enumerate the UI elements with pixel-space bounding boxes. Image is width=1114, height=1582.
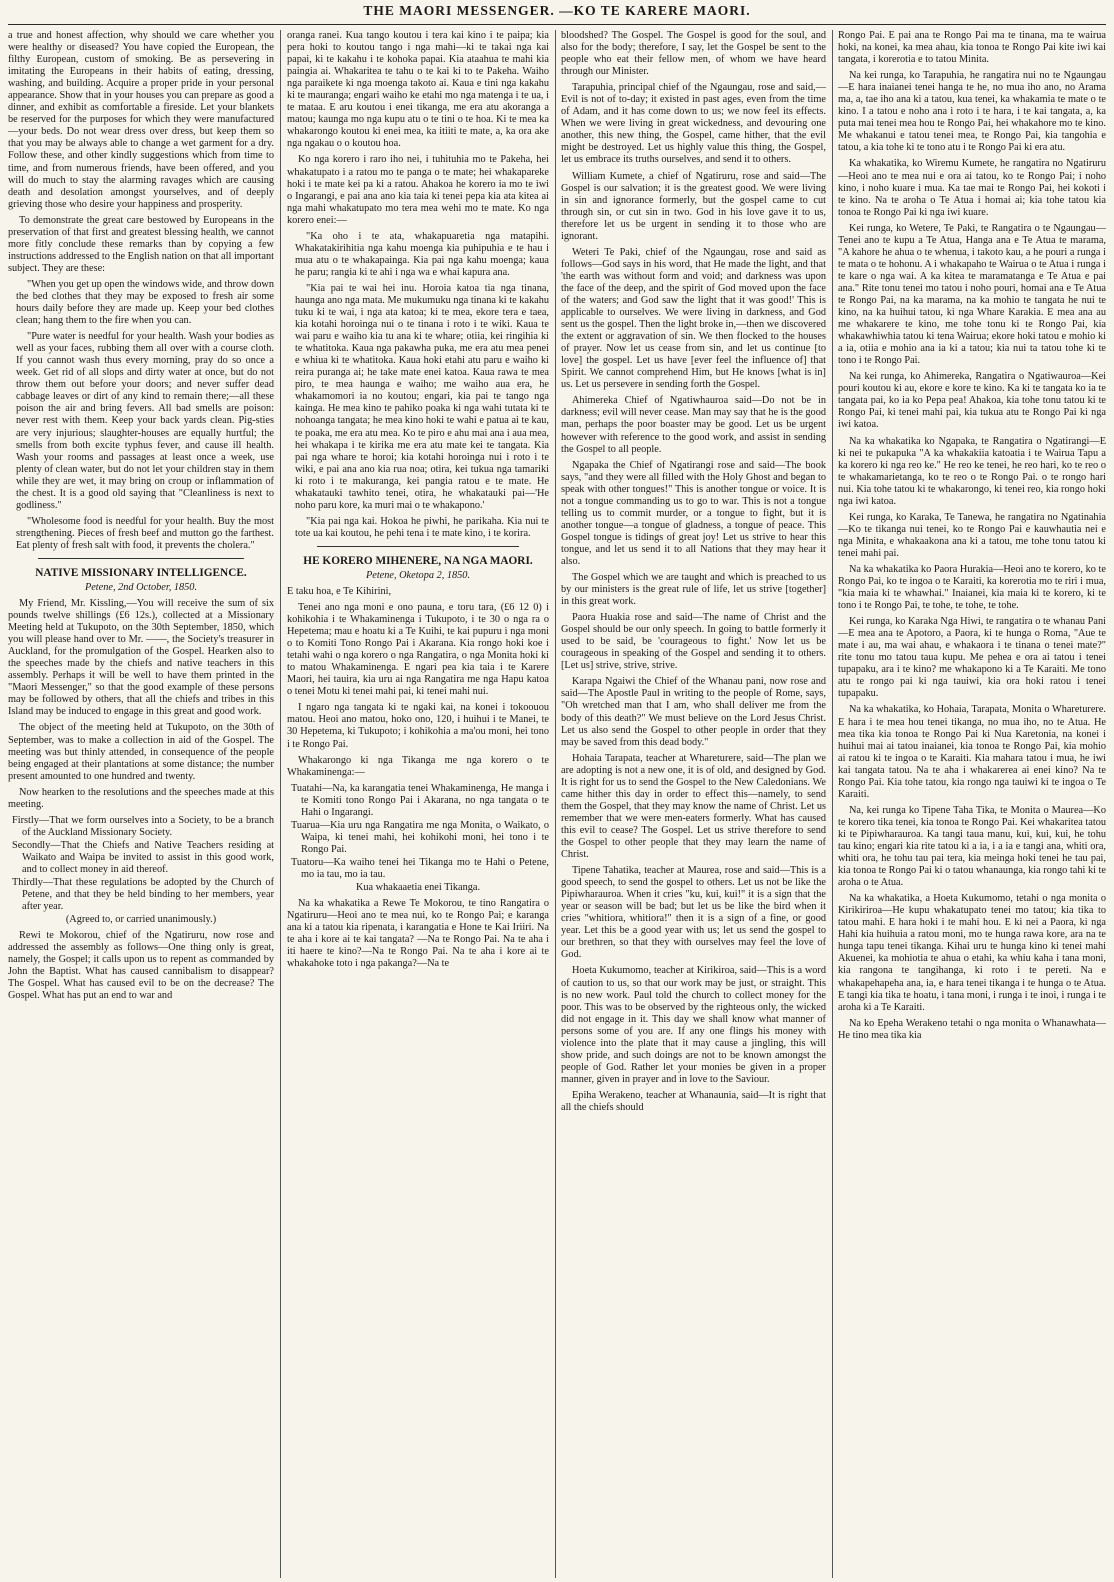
- paragraph: Na ka whakatika a Rewe Te Mokorou, te tino Rangatira o Ngatiruru—Heoi ano te mea nui, ko te Rongo Pai; e karanga ana ki a tatou kia ripenata, i karangatia e Hone te Kai Iriiri. Na te aha i kore ai te kai tangata? —Na te Rongo Pai. Na te aha i iti haere te kino?—Na te Rongo Pai. Na te aha i kore ai te whakahoke toto i nga pakanga?—Na te: [287, 898, 549, 970]
- masthead: THE MAORI MESSENGER. —KO TE KARERE MAORI.: [363, 3, 751, 18]
- paragraph: Ahimereka Chief of Ngatiwhauroa said—Do not be in darkness; evil will never cease. Man may say that he is the good man, perhaps the poor boaster may be good. Let us be urgent however with reference to the good work, and assist in sending the Gospel to all people.: [561, 395, 826, 455]
- paragraph: Tarapuhia, principal chief of the Ngaungau, rose and said,—Evil is not of to-day; it existed in past ages, even from the time of Adam, and it has come down to us; we now feel its effects. When we were living in great wickedness, and devouring one another, this new thing, the Gospel, came hither, that the evil might be destroyed. Let us highly value this thing, the Gospel, let us embrace its truths ourselves, and send it to others.: [561, 82, 826, 166]
- paragraph: "Kia pai te wai hei inu. Horoia katoa tia nga tinana, haunga ano nga mata. Me mukumuku nga tinana ki te kakahu tuku ki te wai, i nga ata katoa; ki te mea, ekore tera e taea, kia kotahi horoinga nui o te tinana i roto i te wiki. Kaua te wai paru e waiho kia tu ana ki te whare; otiia, kei ringihia ki te whatitoka. Kaua nga pakawha puka, me era atu mea penei e whiua ki te whatitoka. Kaua hoki etahi atu paru e waiho ki reira puranga ai; he take mate enei katoa. Kaua rawa te mea piro, te mea haunga e waiho; me waiho aua era, he whakamomori ia no koutou; engari, kia pai te tango nga kainga. He mea kino te pahiko poaka ki nga wahi tutata ki te nohoanga tangata; he mea kino hoki te wahi e patua ai te kau, te poaka, me era atu mea. Ko te piro e ahu mai ana i aua mea, hei whakapa i te kirika me era atu mate kei te tangata. Kia pai nga whare te horoi; kia kotahi horoinga nui i roto i te wiki, e pai ana ano kia rua noa; otira, kei tukua nga tamariki ki roto i te makuranga, kei pangia ratou e te mate. He whakatauki tawhito tenei, otira, he whakatauki pai—'He noho paru kore, ka muri mai o te whakapono.': [295, 282, 549, 511]
- paragraph: Hohaia Tarapata, teacher at Whareturere, said—The plan we are adopting is not a new one, it is of old, and designed by God. It is right for us to send the Gospel to the New Caledonians. We came hither this day in order to effect this—namely, to send them the Gospel, that they may know the name of Christ. Let us remember that we were men-eaters formerly. What has caused this evil to cease? The Gospel. Let us strive therefore to send the Gospel to other people that they may learn the name of Christ.: [561, 752, 826, 861]
- paragraph: "Ka oho i te ata, whakapuaretia nga matapihi. Whakatakirihitia nga kahu moenga kia puhipuhia e te hau i mua atu o te whakapainga. Kia pai nga kahu moenga; kaua he paru; rangia ki te ahi i nga wa e whai kapura ana.: [295, 230, 549, 278]
- column-3-english: [561, 30, 826, 1578]
- section-rule: [317, 546, 519, 547]
- paragraph: Kei runga, ko Wetere, Te Paki, te Rangatira o te Ngaungau—Tenei ano te kupu a Te Atua, Hanga ana e Te Atua te marama, "A kahore he ahua o te whenua, i takoto kau, a he pouri a runga i te mata o te hohonu. A i whakapaho te Wairua o te Atua i runga i te kare o nga wai. A ka kitea te maramatanga e Te Atua e pai ana." Rite tonu tenei mo tatou i noho pouri, homai ana e Te Atua te Rongo Pai, na ka marama, na ka mohio te tangata he nui te kino, na ka huihui tatou, ki nga Whare Karakia. E mea ana au me whakarere te kino, me tohe tonu ki te Rongo Pai, kia whakawhiwhia tatou ki tena Wairua; ekore hoki tatou e mohio ki a ia, otiia e mohio ana ia ki a tatou; kia nui ta tatou tohe ki te tono i te Rongo Pai.: [838, 222, 1106, 367]
- section-heading: NATIVE MISSIONARY INTELLIGENCE.: [35, 566, 247, 579]
- salutation: E taku hoa, e Te Kihirini,: [287, 585, 392, 597]
- paragraph: My Friend, Mr. Kissling,—You will receive the sum of six pounds twelve shillings (£6 12s.), collected at a Missionary Meeting held at Tukupoto, on the 30th September, 1850, which you will please hand over to Mr. ——, the Society's treasurer in Auckland, for the promulgation of the Gospel. Hearken also to the speeches made by the chiefs and native teachers in this assembly. Perhaps it will be well to have them printed in the "Maori Messenger," so that the good example of these persons may be followed by others, that all the chiefs and tribes in this Island may be induced to engage in this great and good work.: [8, 598, 274, 718]
- agreed-note: (Agreed to, or carried unanimously.): [65, 914, 217, 926]
- paragraph: Na ka whakatika, a Hoeta Kukumomo, tetahi o nga monita o Kirikiriroa—He kupu whakatupato tenei mo tatou; kia tika to tatou mahi. E hara hoki i te mahi hou. E ki nei a Paora, ki nga Hahi kia huihuia a ratou moni, mo te hunga rawa kore, ara na te hunga tapu tenei tikanga. Kihai uru te hunga kino ki tenei mahi Akuenei, ka mohiotia te ahua o etahi, ka whiu kaha i tana moni, kia rangona te tangihanga, ki roto i te pereti. Na e whakapehapeha ana, ia, e hara tenei tikanga i te hunga o te Atua. E tangi kia tika te hoatu, i tana moni, i runga i te inoi, i runga i te aroha ki a Te Karaiti.: [838, 893, 1106, 1013]
- column-divider: [280, 30, 281, 1578]
- masthead-rule: [8, 24, 1106, 25]
- paragraph: William Kumete, a chief of Ngatiruru, rose and said—The Gospel is our salvation; it is the greatest good. We were living in sin and ignorance formerly, but the gospel came to cut through sin, or cut sin in two. God in his love gave it to us, therefore let us be urgent in sending it to those who are ignorant.: [561, 170, 826, 242]
- column-1-english: [8, 30, 274, 1578]
- resolution-item: Tuatoru—Ka waiho tenei hei Tikanga mo te Hahi o Petene, mo ia tau, mo ia tau.: [291, 856, 549, 880]
- agreed-note: Kua whakaaetia enei Tikanga.: [355, 882, 481, 894]
- paragraph: Weteri Te Paki, chief of the Ngaungau, rose and said as follows—God says in his word, that He made the light, and that 'the earth was without form and void; and darkness was upon the face of the deep, and the spirit of God moved upon the face of the waters; and God saw the light that it was good!' This is applicable to ourselves. We were living in darkness, and God sent us the gospel. Then the light broke in,—then we discovered the extent or aggravation of sin. We then flocked to the houses of prayer. Now let us cease from sin, and let us continue [to love] the gospel. Let us have [ever feel the influence of] that Spirit. We cannot comprehend Him, but He knows [what is in] us. Let us persevere in sending forth the Gospel.: [561, 246, 826, 391]
- paragraph: Kei runga, ko Karaka, Te Tanewa, he rangatira no Ngatinahia—Ko te tikanga nui tenei, ko te Rongo Pai e kauwhautia nei e nga Minita, e whakaakona ana ki a tatou, me tohe tonu tatou ki tenei mahi pai.: [838, 511, 1106, 559]
- paragraph: "Wholesome food is needful for your health. Buy the most strengthening. Pieces of fresh beef and mutton go the farthest. Eat plenty of fresh salt with food, it prevents the cholera.": [16, 515, 274, 551]
- paragraph: Kei runga, ko Karaka Nga Hiwi, te rangatira o te whanau Pani—E mea ana te Apotoro, a Paora, ki te hunga o Roma, "Aue te mate i au, ma wai ahau, e whakaora i te tinana o tenei mate?" rite tonu mo tatou taua kupu. Me pehea e ora ai tatou i tenei tupapaku, ara i te kino? me whakapono ki a Te Karaiti. Me tono atu te rongo pai ki nga tauiwi, kia ora hoki ratou i tenei tupapaku.: [838, 616, 1106, 700]
- paragraph: The object of the meeting held at Tukupoto, on the 30th of September, was to make a collection in aid of the Gospel. The meeting was but thinly attended, in consequence of the people being engaged at their plantations at some distance; the number present amounted to one hundred and twenty.: [8, 722, 274, 782]
- column-divider: [832, 30, 833, 1578]
- column-2-maori: [287, 30, 549, 1578]
- paragraph: Ka whakatika, ko Wiremu Kumete, he rangatira no Ngatiruru—Heoi ano te mea nui e ora ai tatou, ko te Rongo Pai; i noho kino, i noho kuare i mua. Ka tae mai te Rongo Pai, hei kokoti i te kino. Na te aroha o Te Atua i homai ai; kia tohe tatou kia tonoa te Rongo Pai ki nga iwi kuare.: [838, 158, 1106, 218]
- paragraph: Na kei runga, ko Ahimereka, Rangatira o Ngatiwauroa—Kei pouri koutou ki au, ekore e kore te kino. Ka ki te tangata ko ia te tangata pai, ko ia ko Pepa pea! Ahakoa, kia tohe tonu tatou ki te Rongo Pai, ki tenei mahi pai, kia tukua atu te Rongo Pai ki nga iwi katoa.: [838, 371, 1106, 431]
- paragraph: The Gospel which we are taught and which is preached to us by our ministers is the great rule of life, let us strive [together] in this great work.: [561, 572, 826, 608]
- paragraph: Na ka whakatika ko Ngapaka, te Rangatira o Ngatirangi—E ki nei te pukapuka "A ka whakakiia katoatia i te Wairua Tapu a ka korero ki nga reo ke." He reo ke tenei, he reo hari, ko te reo o te whakamarietanga, ko te reo o te Rongo Pai. o te rongo hari nui. Kia tohe tatou ki te whakarongo, ki tenei reo, kia rongo hoki nga iwi katoa.: [838, 435, 1106, 507]
- resolution-item: Secondly—That the Chiefs and Native Teachers residing at Waikato and Waipa be invited to assist in this good work, and to collect money in aid thereof.: [12, 839, 274, 875]
- paragraph: Tipene Tahatika, teacher at Maurea, rose and said—This is a good speech, to send the gospel to others. Let us not be like the Pipiwharauroa. When it cries "ku, kui, kui!" it is a sign that the year or season will be bad; but let us be like the bird when it cries "whitiora, whitiora!" then it is a sign of a fine, or good year. Let this be a good year with us; let us send the gospel to our brethren, so that they with ourselves may feel the love of God.: [561, 865, 826, 961]
- paragraph: I ngaro nga tangata ki te ngaki kai, na konei i tokoouou matou. Heoi ano matou, hoko ono, 120, i huihui i te Manei, te 30 Hepetema, ki Tukupoto; i kohikohia a ma'ou moni, hei tono i te Rongo Pai.: [287, 702, 549, 750]
- column-4-maori: [838, 30, 1106, 1578]
- paragraph: "When you get up open the windows wide, and throw down the bed clothes that they may be exposed to fresh air some hours daily before they are made up. Keep your bed clothes clean; hang them to the fire when you can.: [16, 278, 274, 327]
- paragraph: Hoeta Kukumomo, teacher at Kirikiroa, said—This is a word of caution to us, so that our work may be just, or straight. This is no new work. Paul told the church to collect money for the poor. This was to be observed by the righteous only, the wicked did not engage in it. This day we shall know what manner of persons some of you are. If any one flings his money with violence into the plate that it may cause a jingling, this will show pride, and such doings are not to be known amongst the people of God. Rather let your monies be given in a proper manner, given in prayer and in love to the Saviour.: [561, 965, 826, 1085]
- resolution-item: Thirdly—That these regulations be adopted by the Church of Petene, and that they be held binding to her members, year after year.: [12, 877, 274, 913]
- paragraph: Na ka whakatika, ko Hohaia, Tarapata, Monita o Whareturere. E hara i te mea hou tenei tikanga, no mua iho, no te Atua. He mea tika kia tonoa te Rongo Pai ki Nua Karetonia, na konei i huihui mai ai tatou inaianei, kia tonoa te Rongo Pai, kia mohio ai ratou ki te ingoa o te Karaiti. Kia mahara tatou i mua, he iwi kai tangata tatou. Na te aha i whakarerea ai enei kino? Na te Rongo Pai. Kia tohe tatou, kia rongo nga tauiwi ki te ingoa o Te Karaiti.: [838, 704, 1106, 800]
- resolution-item: Firstly—That we form ourselves into a Society, to be a branch of the Auckland Missionary Society.: [12, 814, 274, 838]
- section-heading: HE KORERO MIHENERE, NA NGA MAORI.: [303, 554, 533, 567]
- paragraph: Now hearken to the resolutions and the speeches made at this meeting.: [8, 786, 274, 810]
- paragraph: bloodshed? The Gospel. The Gospel is good for the soul, and also for the body; therefore, I say, let the Gospel be sent to the people who eat their fellow men, of whom we have heard through our Minister.: [561, 30, 826, 78]
- paragraph: oranga ranei. Kua tango koutou i tera kai kino i te paipa; kia pera hoki to koutou tango i nga mahi—ki te takai nga kai papai, ki te kakahu i te kohoka papai. Kia ataahua te mahi kia paingia ai. Whakaritea te tahu o te kai ki to te Pakeha. Waiho nga paraikete ki nga moenga takoto ai. Kaua e tini nga kakahu ki te mauranga; engari waiho ke etahi mo nga matenga i te ua, i te mataa. E aru koutou i enei tikanga, me era atu akoranga a matou; kaunga mo nga kupu atu o te tini o te hoa. Ki te mea ka whakarongo koutou ki enei mea, ka itiiti te mate, a, ka ora ake nga ngakau o o koutou hoa.: [287, 30, 549, 150]
- paragraph: Na ko Epeha Werakeno tetahi o nga monita o Whanawhata—He tino mea tika kia: [838, 1017, 1106, 1041]
- paragraph: Ngapaka the Chief of Ngatirangi rose and said—The book says, "and they were all filled with the Holy Ghost and began to speak with other tongues!" This is another tongue or voice. It is not a tongue commanding us to go to war. This is not a tongue telling us to commit murder, or a tongue to fight, but it is another tongue—a tongue of gladness, a tongue of peace. This Gospel tongue is tidings of great joy! Let us strive to hear this tongue, and let us send it to all Nations that they may hear it also.: [561, 459, 826, 567]
- dateline: Petene, 2nd October, 1850.: [84, 581, 198, 593]
- dateline: Petene, Oketopa 2, 1850.: [365, 569, 471, 581]
- columns: [8, 30, 1106, 1578]
- paragraph: Rongo Pai. E pai ana te Rongo Pai ma te tinana, ma te wairua hoki, na konei, ka mea ahau, kia tonoa te Rongo Pai kite iwi kai tangata, i korerotia e to tatou Minita.: [838, 30, 1106, 66]
- paragraph: Rewi te Mokorou, chief of the Ngatiruru, now rose and addressed the assembly as follows—One thing only is great, namely, the Gospel; it calls upon us to repent as commanded by John the Baptist. What has caused cannibalism to disappear? The Gospel. What has caused evil to be on the decrease? The Gospel. What has put an end to war and: [8, 930, 274, 1002]
- paragraph: Whakarongo ki nga Tikanga me nga korero o te Whakaminenga:—: [287, 754, 549, 778]
- paragraph: Epiha Werakeno, teacher at Whanaunia, said—It is right that all the chiefs should: [561, 1089, 826, 1113]
- section-rule: [38, 558, 244, 559]
- paragraph: a true and honest affection, why should we care whether you were healthy or diseased? You have copied the European, the filthy European, custom of smoking. Be as persevering in imitating the Europeans in their habits of eating, dressing, washing, and building. Acquire a proper pride in your personal appearance. Show that in your houses you can prepare as good a dinner, and exhibit as comfortable a fireside. Let your blankets be reserved for the purposes for which they were manufactured—your beds. Do not wear dress over dress, but keep them so that you may be always able to change a wet garment for a dry. Follow these, and other kindly suggestions which from time to time, and from numerous friends, have been offered, and you will do much to stay the alarming ravages which are causing death and desolation amongst yourselves, and of deeply grieving those who desire your happiness and prosperity.: [8, 30, 274, 210]
- paragraph: To demonstrate the great care bestowed by Europeans in the preservation of that first and greatest blessing health, we cannot more fitly conclude these remarks than by copying a few instructions addressed to the English nation on that all important subject. They are these:: [8, 214, 274, 274]
- paragraph: Paora Huakia rose and said—The name of Christ and the Gospel should be our only speech. In going to battle formerly it used to be said, be 'courageous to fight.' Now let us be courageous in speaking of the Gospel and sending it to others. [Let us] strive, strive, strive.: [561, 612, 826, 672]
- paragraph: Ko nga korero i raro iho nei, i tuhituhia mo te Pakeha, hei whakatupato i a ratou mo te panga o te mate; hei whakapareke hoki i te mate kei pa ki a ratou. Ahakoa he korero ia mo te iwi o Ingarangi, e pai ana ano kia taia ki tenei pepa kia ata kitea ai nga mahi whakatupato mo tera mea wehi mo te mate. Ko nga korero enei:—: [287, 154, 549, 226]
- paragraph: Karapa Ngaiwi the Chief of the Whanau pani, now rose and said—The Apostle Paul in writing to the people of Rome, says, "Oh wretched man that I am, who shall deliver me from the body of this death?" We must believe on the Lord Jesus Christ. Let us also send the Gospel to other people in order that they may be saved from this dead body.": [561, 676, 826, 748]
- paragraph: Na ka whakatika ko Paora Hurakia—Heoi ano te korero, ko te Rongo Pai, ko te ingoa o te Karaiti, ka korerotia mo te riri i mua, "kia maia ki te whawhai." Inaianei, kia maia ki te korero, ki te tono i te Rongo Pai, te tohe, te tohe, te tohe.: [838, 563, 1106, 612]
- paragraph: "Pure water is needful for your health. Wash your bodies as well as your faces, rubbing them all over with a course cloth. If you cannot wash thus every morning, pray do so once a week. Get rid of all slops and dirty water at once, but do not throw them out before your doors; and never suffer dead cabbage leaves or dirt of any kind to remain there;—all these poison the air and bring fevers. All bad smells are poison: never rest with them. Keep your back yards clean. Pig-sties are very injurious; slaughter-houses are equally hurtful; the smells from both excite typhus fever, and cause ill health. Wash your rooms and passages at least once a week, use plenty of clean water, but do not let your children stay in them while they are wet, it may bring on croup or inflammation of the chest. It is a good old saying that "Cleanliness is next to godliness.": [16, 331, 274, 511]
- paragraph: Na kei runga, ko Tarapuhia, he rangatira nui no te Ngaungau—E hara inaianei tenei hanga te he, no mua iho ano, no Arama ma, a, tae iho ana ki a tatou, kua tenei, ka whakamia te mate o te kino. I a tatou e noho ana i roto i te hara, i te kai tangata, a, ka puta mai tenei mea hou te Rongo Pai, hei whakahore mo te kino. Me whakanui e tatou tenei mea, te Rongo Pai, kia tangohia e tatou, a kia tohe ki te tono atu i te Rongo Pai ki era atu.: [838, 70, 1106, 154]
- paragraph: "Kia pai nga kai. Hokoa he piwhi, he parikaha. Kia nui te tote ua kai koutou, he pehi tena i te mate kino, i te korira.: [295, 515, 549, 539]
- column-divider: [555, 30, 556, 1578]
- paragraph: Tenei ano nga moni e ono pauna, e toru tara, (£6 12 0) i kohikohia i te Whakaminenga i Tukupoto, i te 30 o nga ra o Hepetema; mau e hoatu ki a Te Kuihi, te kai pupuru i nga moni o to Komiti Tono Rongo Pai i Akarana. Kia rongo hoki koe i tetahi wahi o nga korero o nga Rangatira, o nga Monita hoki ki to matou Whakaminenga. E ngari pea kia taia i te Karere Maori, hei tauira, kia uru ai nga Rangatira me nga Hapu katoa o tenei Motu ki tenei mahi pai, ki tenei mahi nui.: [287, 602, 549, 698]
- paragraph: Na, kei runga ko Tipene Taha Tika, te Monita o Maurea—Ko te korero tika tenei, kia tonoa te Rongo Pai. Kei whakaritea tatou ki te Pipiwharauroa. Ka tangi taua manu, kui, kui, kui, he tohu tau kino; engari kia rite tatou ki a ia, i a ia e tangi ana, whiti ora, whiti ora, he tohu tau pai tera, kia meinga hoki tenei he tau pai, kia tonoa te Rongo Pai ki o tatou whanaunga, kia rongo tahi ki te aroha o te Atua.: [838, 804, 1106, 889]
- resolution-item: Tuarua—Kia uru nga Rangatira me nga Monita, o Waikato, o Waipa, ki tenei mahi, hei kohikohi moni, hei tono i te Rongo Pai.: [291, 819, 549, 855]
- resolution-item: Tuatahi—Na, ka karangatia tenei Whakaminenga, He manga i te Komiti tono Rongo Pai i Akarana, no nga tangata o te Hahi o Ingarangi.: [291, 782, 549, 818]
